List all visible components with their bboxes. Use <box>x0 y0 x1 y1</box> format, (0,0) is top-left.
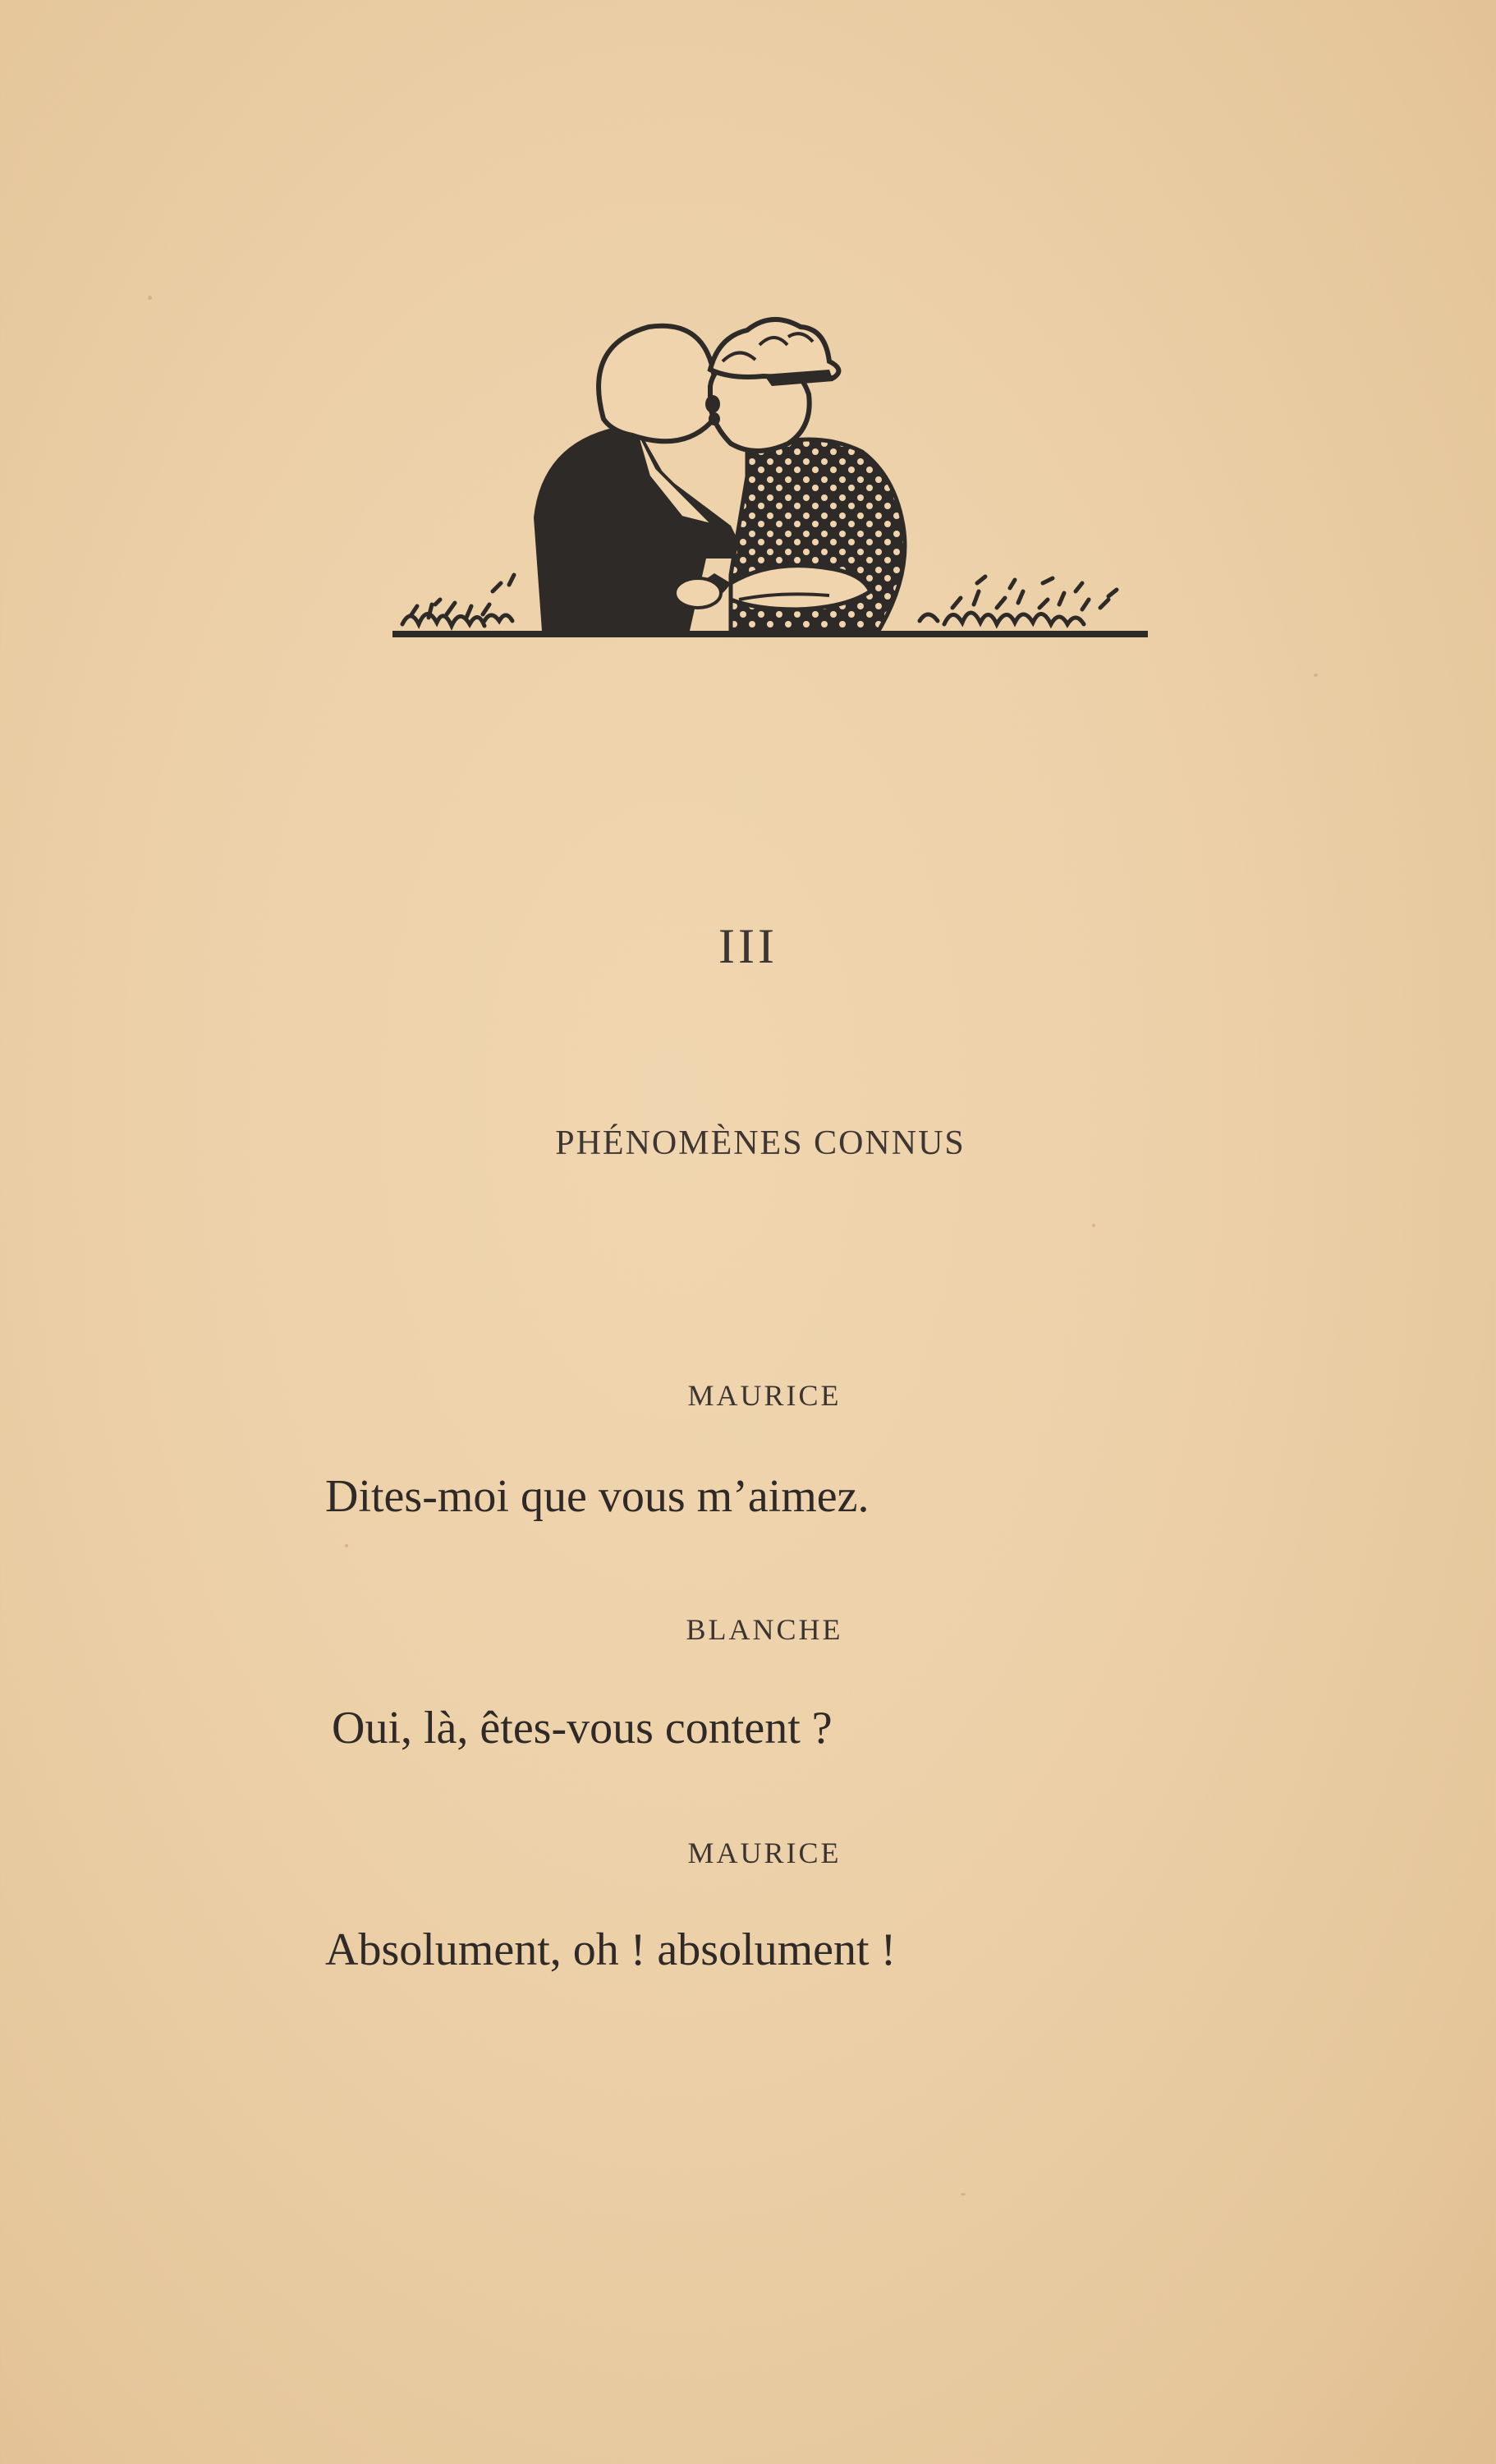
chapter-number: III <box>718 919 778 973</box>
paper-speck <box>1092 1224 1095 1227</box>
kissing-couple-illustration <box>386 312 1158 657</box>
dialogue-line: Dites-moi que vous m’aimez. <box>325 1471 870 1522</box>
speaker-name: MAURICE <box>687 1837 842 1869</box>
speaker-name: MAURICE <box>687 1379 842 1412</box>
paper-speck <box>148 296 152 300</box>
paper-speck <box>1314 673 1318 677</box>
dialogue-line: Oui, là, êtes-vous content ? <box>332 1703 833 1754</box>
paper-speck <box>961 2193 966 2195</box>
chapter-title: PHÉNOMÈNES CONNUS <box>555 1124 966 1162</box>
speaker-name: BLANCHE <box>686 1613 843 1646</box>
paper-speck <box>345 1544 348 1547</box>
dialogue-line: Absolument, oh ! absolument ! <box>325 1924 897 1975</box>
